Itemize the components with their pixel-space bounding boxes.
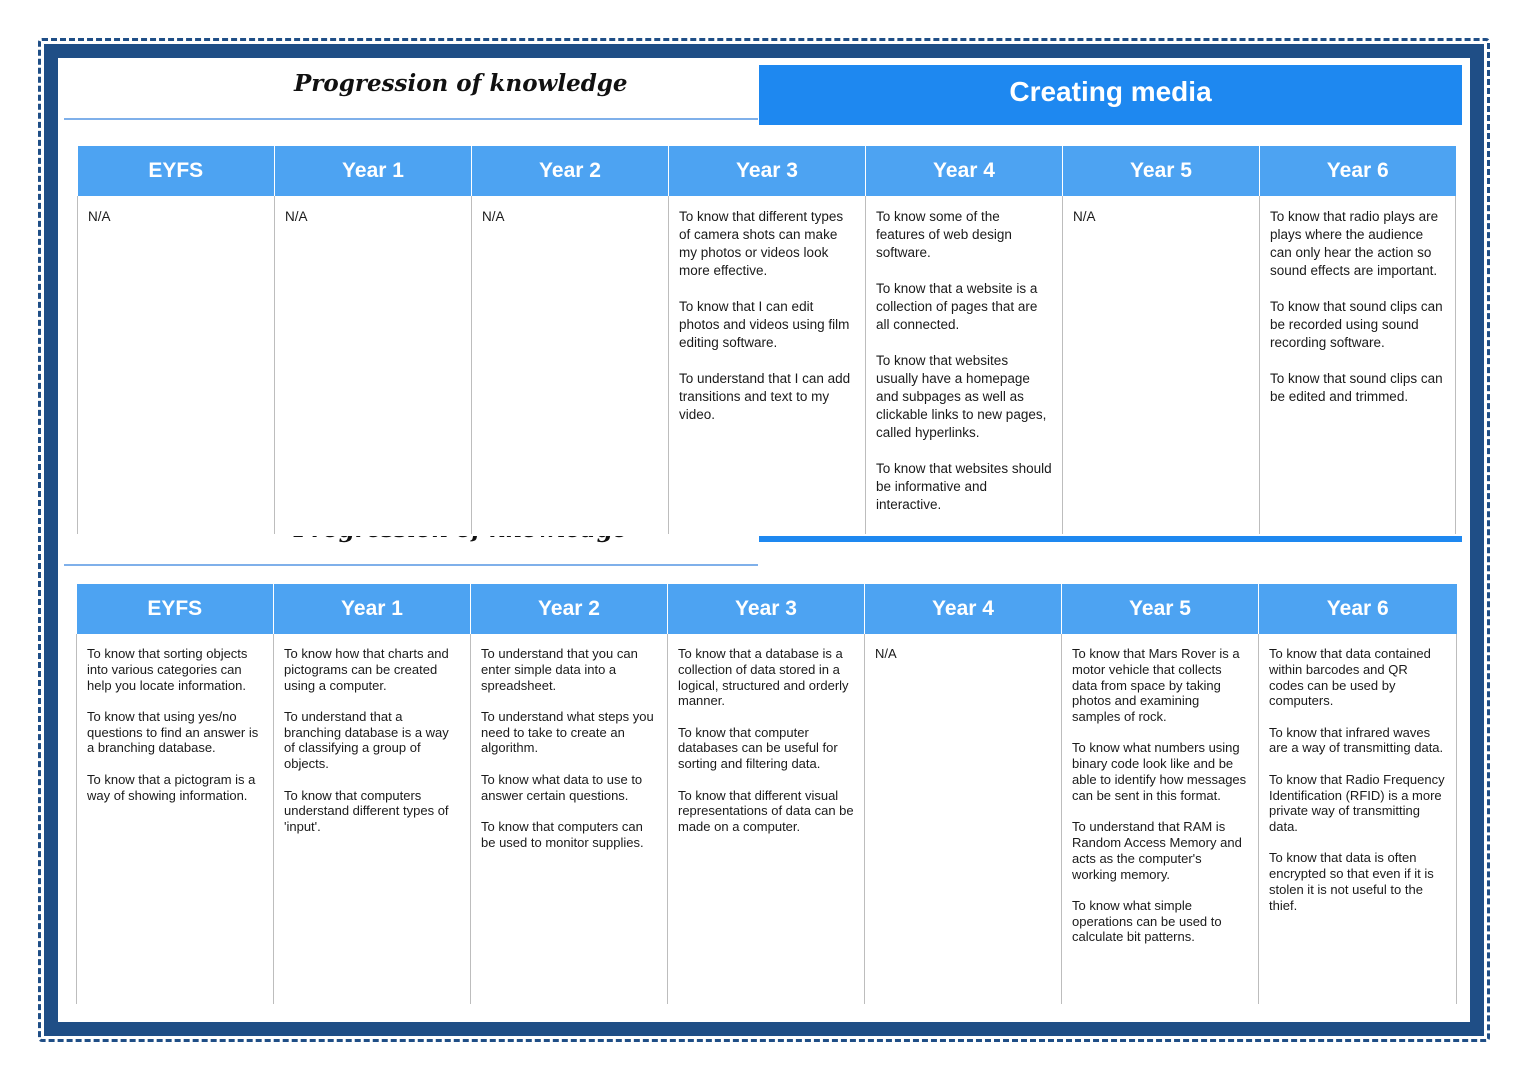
knowledge-statement: To understand that RAM is Random Access Memory and acts as the computer's working memory. [1072,819,1242,882]
cell-content [1269,646,1446,914]
knowledge-statement: N/A [1073,209,1096,224]
column-header: Year 1 [275,146,472,196]
column-cell [472,196,669,534]
column-header: Year 3 [668,584,865,634]
column-cell [275,196,472,534]
column-header: Year 1 [274,584,471,634]
cell-content [88,208,264,226]
column-cell [669,196,866,534]
column-header: Year 3 [669,146,866,196]
column-cell [1260,196,1456,534]
knowledge-statement: To know that websites usually have a homepage and subpages as well as clickable links to new pages, called hyperlinks. [876,353,1047,440]
column-header: Year 5 [1063,146,1260,196]
knowledge-statement: To know what data to use to answer certain questions. [481,771,643,803]
knowledge-statement: To know that Radio Frequency Identification (RFID) is a more private way of transmitting data. [1269,771,1445,835]
column-header: EYFS [77,584,274,634]
knowledge-statement: To know what simple operations can be used to calculate bit patterns. [1072,897,1222,945]
column-header: Year 2 [472,146,669,196]
column-cell [866,196,1063,534]
knowledge-statement: To know that Mars Rover is a motor vehicle that collects data from space by taking photos and examining samples of rock. [1072,646,1240,725]
knowledge-statement: To know that computers can be used to monitor supplies. [481,818,644,850]
column-cell [274,634,471,1004]
progression-title: Progression of knowledge [294,70,628,97]
cell-content [481,646,657,850]
knowledge-statement: To understand what steps you need to take to create an algorithm. [481,708,654,756]
knowledge-statement: To know that sorting objects into various categories can help you locate information. [87,646,248,693]
creating-media-table [77,146,1456,534]
knowledge-statement: To know some of the features of web design software. [876,209,1012,260]
knowledge-statement: To know how that charts and pictograms can be created using a computer. [284,646,449,693]
document-page [58,58,1470,1022]
knowledge-statement: To know that data is often encrypted so that even if it is stolen it is not useful to the thief. [1269,850,1434,913]
column-header: Year 6 [1259,584,1457,634]
column-cell [865,634,1062,1004]
cell-content [875,646,1051,662]
cell-content [1072,646,1248,945]
knowledge-statement: To understand that a branching database is a way of classifying a group of objects. [284,708,449,772]
column-header: Year 4 [865,584,1062,634]
cell-content [285,208,461,226]
knowledge-statement: To know what numbers using binary code look like and be able to identify how messages can be sent in this format. [1072,740,1247,803]
column-cell [668,634,865,1004]
data-handling-table [76,584,1457,1004]
column-header: Year 2 [471,584,668,634]
column-header: Year 4 [866,146,1063,196]
cell-content [87,646,263,803]
knowledge-statement: To know that infrared waves are a way of transmitting data. [1269,724,1444,756]
cell-content [482,208,658,226]
knowledge-statement: To know that a database is a collection of data stored in a logical, structured and orderly manner. [678,646,849,709]
column-cell [1259,634,1457,1004]
column-header: Year 6 [1260,146,1456,196]
knowledge-statement: To understand that I can add transitions and text to my video. [679,371,851,422]
column-cell [471,634,668,1004]
column-cell [1063,196,1260,534]
knowledge-statement: To know that sound clips can be recorded using sound recording software. [1270,299,1443,350]
column-header: Year 5 [1062,584,1259,634]
cell-content [1073,208,1249,226]
knowledge-statement: N/A [482,209,505,224]
knowledge-statement: N/A [875,646,897,661]
knowledge-statement: To know that using yes/no questions to find an answer is a branching database. [87,708,259,756]
column-cell [77,634,274,1004]
creating-media-section [58,58,1470,536]
column-cell [78,196,275,534]
knowledge-statement: N/A [285,209,308,224]
knowledge-statement: To know that a pictogram is a way of showing information. [87,771,256,803]
knowledge-statement: To know that radio plays are plays where the audience can only hear the action so sound effects are important. [1270,209,1439,278]
knowledge-statement: To know that computer databases can be useful for sorting and filtering data. [678,724,838,772]
cell-content [876,208,1052,514]
cell-content [678,646,854,835]
knowledge-statement: To know that sound clips can be edited and trimmed. [1270,371,1443,404]
progression-title-box [64,58,758,120]
knowledge-statement: To know that computers understand different types of 'input'. [284,787,449,835]
knowledge-statement: To know that I can edit photos and videos using film editing software. [679,299,850,350]
column-cell [1062,634,1259,1004]
knowledge-statement: To understand that you can enter simple data into a spreadsheet. [481,646,638,693]
column-header: EYFS [78,146,275,196]
knowledge-statement: To know that different types of camera shots can make my photos or videos look more effective. [679,209,844,278]
knowledge-statement: To know that websites should be informative and interactive. [876,461,1052,512]
topic-banner [759,65,1462,125]
knowledge-statement: To know that a website is a collection of pages that are all connected. [876,281,1038,332]
topic-title: Creating media [1009,76,1212,107]
knowledge-statement: To know that data contained within barcodes and QR codes can be used by computers. [1269,646,1431,709]
cell-content [284,646,460,835]
knowledge-statement: N/A [88,209,111,224]
cell-content [1270,208,1445,406]
cell-content [679,208,855,424]
knowledge-statement: To know that different visual representations of data can be made on a computer. [678,787,854,835]
